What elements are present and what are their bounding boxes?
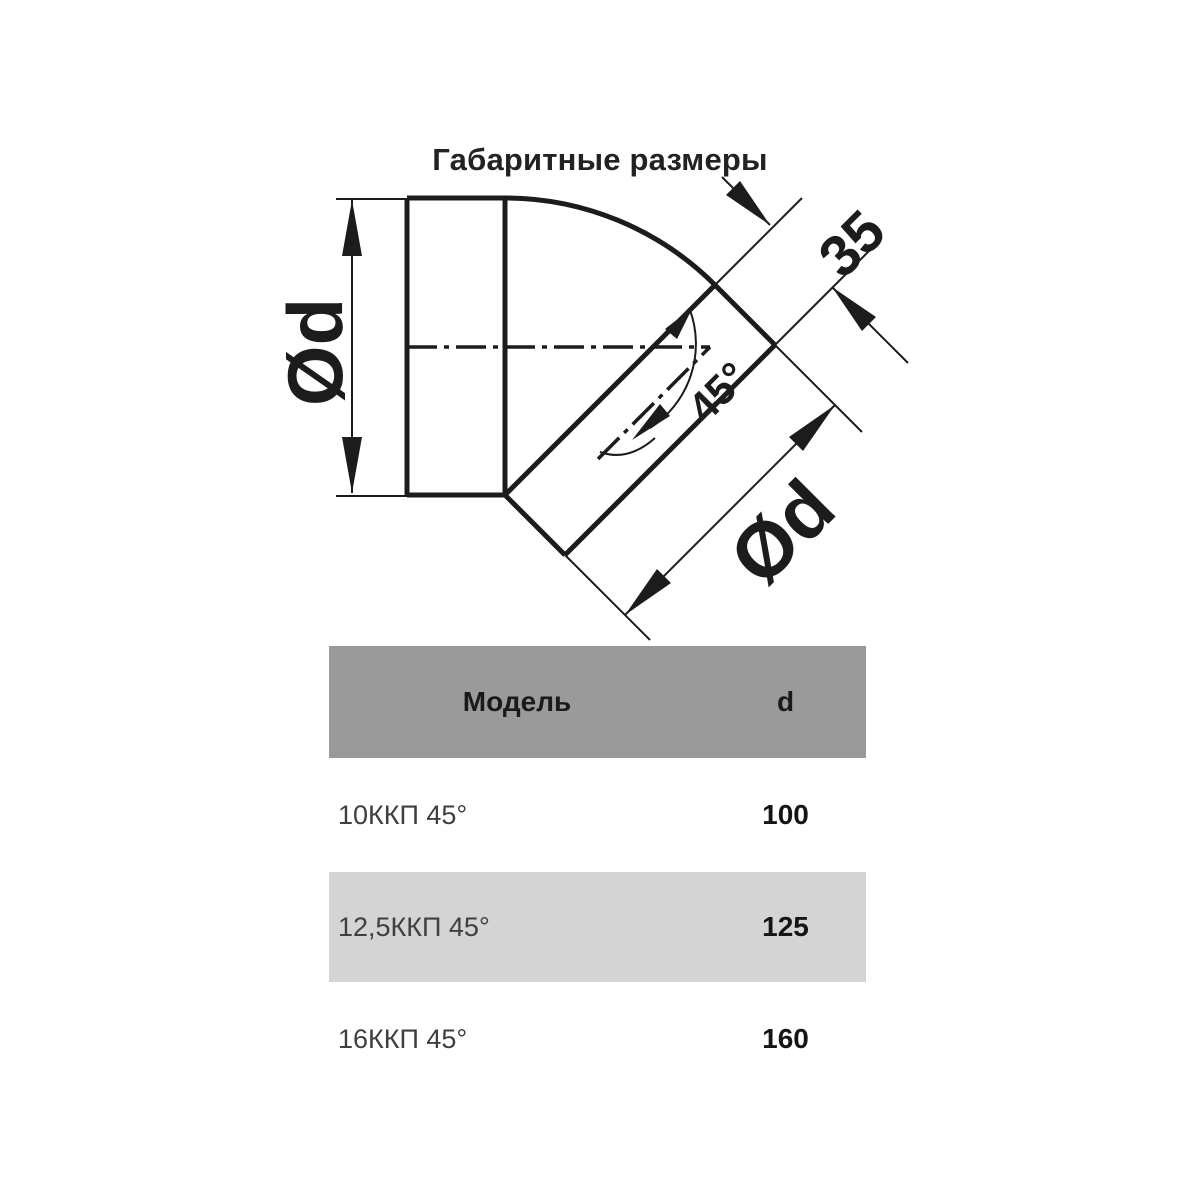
header-d: d [776, 686, 795, 717]
arrowhead-down-icon [342, 437, 362, 493]
figure-title: Габаритные размеры [432, 142, 768, 177]
inlet-diameter-dimension [271, 199, 407, 496]
outer-contour-arc [505, 198, 715, 285]
arrowhead-up-icon [342, 200, 362, 256]
angle-dimension [600, 307, 757, 455]
outlet-diameter-label: Ød [712, 462, 852, 602]
outlet-outer-wall [715, 285, 775, 345]
table-header-row [329, 646, 866, 758]
model-name: 16ККП 45° [338, 1023, 468, 1054]
sleeve-length-dimension [715, 177, 908, 363]
sleeve-length-label: 35 [806, 198, 898, 290]
model-name: 12,5ККП 45° [338, 911, 490, 942]
angle-label: 45° [678, 352, 758, 432]
angle-arrowhead-bottom-icon [632, 404, 670, 440]
model-name: 10ККП 45° [338, 799, 468, 830]
table-row [329, 872, 866, 982]
model-d-value: 125 [762, 911, 809, 942]
outlet-inner-wall [505, 495, 565, 555]
table-row [329, 758, 866, 872]
inlet-diameter-label: Ød [271, 297, 359, 407]
model-d-value: 100 [762, 799, 809, 830]
model-d-value: 160 [762, 1023, 809, 1054]
table-row [329, 982, 866, 1096]
header-model: Модель [462, 686, 572, 717]
